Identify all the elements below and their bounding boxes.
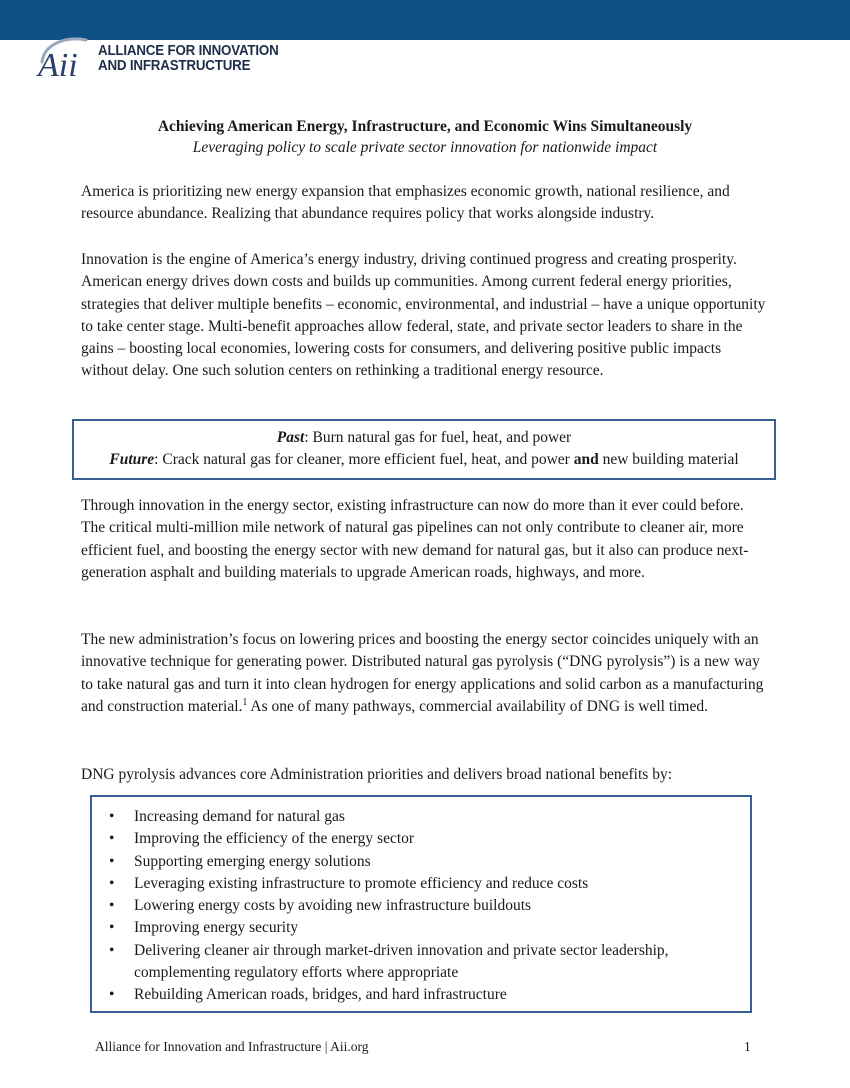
footer-text: Alliance for Innovation and Infrastructure | Aii.org [95,1039,369,1054]
logo-mark-text: Aii [38,47,78,80]
list-item-text: Delivering cleaner air through market-driven innovation and private sector leadership, complementing regulatory efforts where appropriate [134,941,669,982]
list-item [92,917,750,939]
paragraph-benefits-intro: DNG pyrolysis advances core Administration priorities and delivers broad national benefits by: [81,766,673,783]
bullet-icon: • [109,941,115,959]
benefits-box [90,795,752,1013]
list-item [92,828,750,850]
bullet-icon: • [109,986,115,1004]
list-item [92,984,750,1006]
list-item-text: Improving the efficiency of the energy sector [134,830,415,848]
logo-text [98,44,279,74]
list-item-text: Supporting emerging energy solutions [134,852,371,870]
list-item-text: Increasing demand for natural gas [134,808,345,825]
benefits-list [92,797,750,1007]
paragraph-innovation: Innovation is the engine of America’s energy industry, driving continued progress and creating prosperity. American energy drives down costs and builds up communities. Among current federal energy priorities, strategies that deliver multiple benefits – economic, environmental, and industrial – have a unique opportunity to take center stage. Multi-benefit approaches allow federal, state, and private sector leaders to share in the gains – boosting local economies, lowering costs for consumers, and delivering positive public impacts without delay. One such solution centers on rethinking a traditional energy resource. [81,251,766,380]
bullet-icon: • [109,874,115,892]
paragraph-intro: America is prioritizing new energy expansion that emphasizes economic growth, national resilience, and resource abundance. Realizing that abundance requires policy that works alongside industry. [81,183,730,223]
past-text: : Burn natural gas for fuel, heat, and power [304,429,572,446]
document-title: Achieving American Energy, Infrastructure, and Economic Wins Simultaneously [157,118,693,135]
past-line [74,427,774,449]
list-item-text: Lowering energy costs by avoiding new infrastructure buildouts [134,897,532,915]
future-and: and [573,451,599,468]
list-item [92,940,750,985]
bullet-icon: • [109,919,115,937]
list-item-text: Leveraging existing infrastructure to promote efficiency and reduce costs [134,874,589,892]
page-number: 1 [744,1039,751,1054]
future-text: : Crack natural gas for cleaner, more efficient fuel, heat, and power [154,451,574,468]
past-label: Past [276,429,305,446]
future-label: Future [109,451,155,468]
paragraph-dng-end: As one of many pathways, commercial availability of DNG is well timed. [247,697,708,715]
list-item [92,895,750,917]
paragraph-dng [81,629,771,718]
bullet-icon: • [109,830,115,848]
future-line [74,449,774,471]
aii-logo [36,34,279,80]
logo-line-2: AND INFRASTRUCTURE [98,58,251,74]
document-subtitle: Leveraging policy to scale private sector innovation for nationwide impact [192,139,658,156]
footnote-ref: 1 [242,696,248,708]
list-item-text: Rebuilding American roads, bridges, and hard infrastructure [134,986,507,1004]
list-item [92,873,750,895]
list-item-text: Improving energy security [134,919,299,937]
bullet-icon: • [109,852,115,870]
list-item [92,806,750,828]
paragraph-dng-main: The new administration’s focus on lowering prices and boosting the energy sector coincides uniquely with an innovative technique for generating power. Distributed natural gas pyrolysis (“DNG pyrolysis”) is a new way to take natural gas and turn it into clean hydrogen for energy applications and solid carbon as a manufacturing and construction material. [81,631,764,715]
list-item [92,851,750,873]
bullet-icon: • [109,808,115,825]
aii-logo-icon [36,34,96,80]
future-end: new building material [598,451,739,468]
bullet-icon: • [109,897,115,915]
logo-line-1: ALLIANCE FOR INNOVATION [98,43,279,59]
past-future-box [72,419,776,480]
paragraph-infrastructure: Through innovation in the energy sector, existing infrastructure can now do more than it ever could before. The critical multi-million mile network of natural gas pipelines can not only contribute to cleaner air, more efficient fuel, and boosting the energy sector with new demand for natural gas, but it also can produce next-generation asphalt and building materials to upgrade American roads, highways, and more. [81,497,749,581]
